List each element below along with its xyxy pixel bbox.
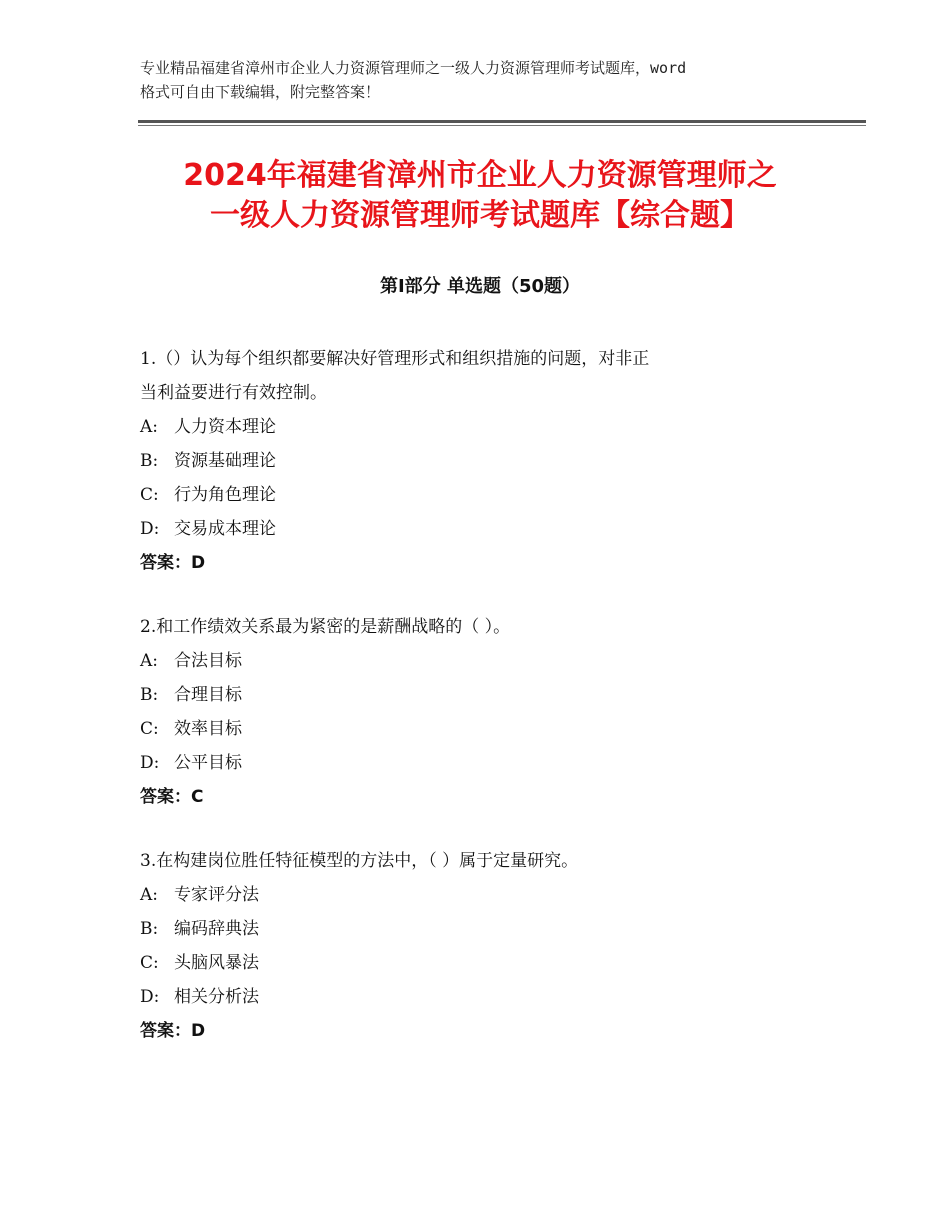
option-text: 专家评分法: [174, 885, 259, 905]
option-text: 行为角色理论: [174, 485, 276, 505]
question-stem-line: 1.（）认为每个组织都要解决好管理形式和组织措施的问题，对非正: [140, 349, 650, 369]
option-b: [140, 678, 820, 712]
option-c: [140, 946, 820, 980]
option-letter: C:: [140, 719, 159, 739]
question-3: [140, 844, 820, 1048]
option-letter: B:: [140, 919, 159, 939]
option-a: [140, 878, 820, 912]
header-note-line-1: 专业精品福建省漳州市企业人力资源管理师之一级人力资源管理师考试题库，word: [140, 59, 687, 77]
option-a: [140, 644, 820, 678]
option-text: 合法目标: [174, 651, 242, 671]
document-title-line-1: 2024年福建省漳州市企业人力资源管理师之: [183, 158, 777, 193]
option-a: [140, 410, 820, 444]
question-1: [140, 342, 820, 580]
option-d: [140, 512, 820, 546]
option-letter: B:: [140, 451, 159, 471]
option-letter: A:: [140, 417, 159, 437]
answer-label: 答案：C: [140, 787, 204, 807]
question-stem: [140, 610, 820, 644]
option-text: 合理目标: [174, 685, 242, 705]
option-d: [140, 980, 820, 1014]
option-text: 资源基础理论: [174, 451, 276, 471]
option-text: 人力资本理论: [174, 417, 276, 437]
option-c: [140, 478, 820, 512]
question-stem-line: 当利益要进行有效控制。: [140, 383, 327, 403]
document-title-line-2: 一级人力资源管理师考试题库【综合题】: [210, 198, 750, 233]
option-letter: D:: [140, 987, 160, 1007]
section-title: 第Ⅰ部分 单选题（50题）: [379, 276, 580, 297]
option-text: 相关分析法: [174, 987, 259, 1007]
question-stem: [140, 342, 820, 410]
option-letter: D:: [140, 753, 160, 773]
option-text: 效率目标: [174, 719, 242, 739]
header-note: [140, 56, 840, 104]
option-text: 编码辞典法: [174, 919, 259, 939]
document-title: [100, 156, 860, 236]
option-letter: D:: [140, 519, 160, 539]
option-b: [140, 912, 820, 946]
header-divider-thick: [138, 120, 866, 123]
option-text: 头脑风暴法: [174, 953, 259, 973]
header-note-line-2: 格式可自由下载编辑，附完整答案！: [140, 83, 381, 101]
option-letter: A:: [140, 885, 159, 905]
header-divider-thin: [138, 125, 866, 126]
option-d: [140, 746, 820, 780]
answer-label: 答案：D: [140, 1021, 206, 1041]
question-stem-line: 2.和工作绩效关系最为紧密的是薪酬战略的（ ）。: [140, 617, 511, 637]
question-2: [140, 610, 820, 814]
option-letter: C:: [140, 485, 159, 505]
option-b: [140, 444, 820, 478]
question-list: [140, 342, 820, 1078]
option-text: 公平目标: [174, 753, 242, 773]
question-stem: [140, 844, 820, 878]
option-letter: A:: [140, 651, 159, 671]
option-c: [140, 712, 820, 746]
option-text: 交易成本理论: [174, 519, 276, 539]
option-letter: B:: [140, 685, 159, 705]
option-letter: C:: [140, 953, 159, 973]
answer-label: 答案：D: [140, 553, 206, 573]
question-stem-line: 3.在构建岗位胜任特征模型的方法中，（ ）属于定量研究。: [140, 851, 579, 871]
